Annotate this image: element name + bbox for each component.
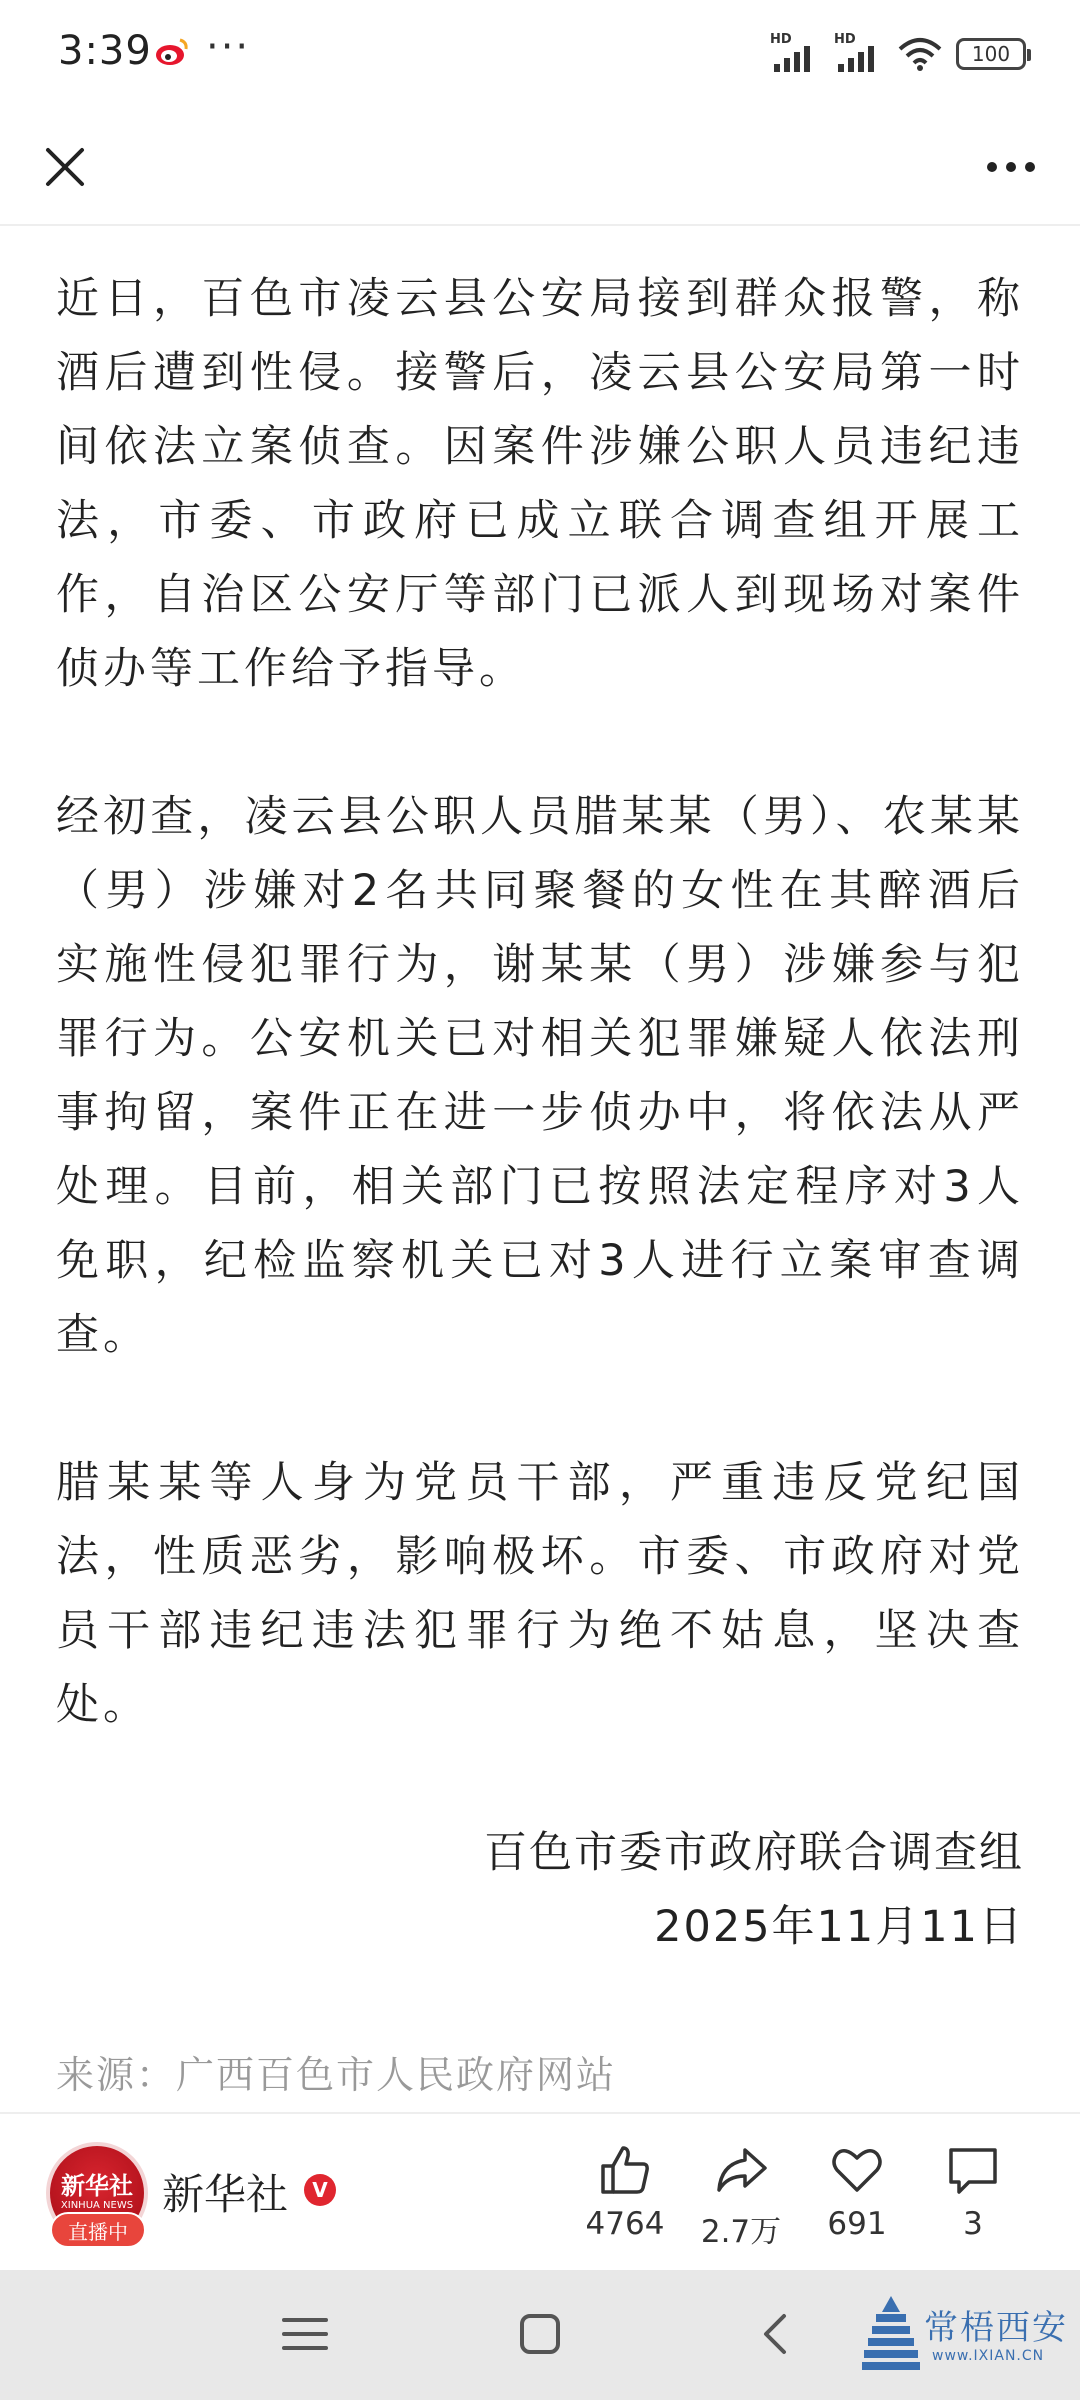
action-bar <box>0 2112 1080 2270</box>
watermark <box>862 2290 1072 2380</box>
share-count: 2.7万 <box>700 2214 782 2250</box>
status-time: 3:39 <box>58 28 152 74</box>
favorite-count: 691 <box>827 2206 887 2242</box>
comment-count: 3 <box>963 2206 983 2242</box>
signal-icon: HD <box>770 32 820 76</box>
verified-icon: V <box>304 2174 336 2206</box>
battery-icon: 100 <box>956 38 1026 70</box>
like-button[interactable] <box>570 2142 680 2242</box>
signal-icon-2: HD <box>834 32 884 76</box>
favorite-button[interactable] <box>802 2142 912 2242</box>
article-paragraph: 腊某某等人身为党员干部，严重违反党纪国法，性质恶劣，影响极坏。市委、市政府对党员干部违纪违法犯罪行为绝不姑息，坚决查处。 <box>56 1458 1024 1730</box>
like-count: 4764 <box>585 2206 665 2242</box>
thumbs-up-icon <box>597 2142 653 2198</box>
comment-button[interactable] <box>918 2142 1028 2242</box>
wifi-icon <box>898 37 942 71</box>
menu-icon[interactable] <box>280 2314 330 2354</box>
pagoda-logo-icon <box>862 2294 920 2374</box>
watermark-text: 常梧西安 <box>924 2308 1068 2348</box>
article-paragraph: 近日，百色市凌云县公安局接到群众报警，称酒后遭到性侵。接警后，凌云县公安局第一时间依法立案侦查。因案件涉嫌公职人员违纪违法，市委、市政府已成立联合调查组开展工作，自治区公安厅等部门已派人到现场对案件侦办等工作给予指导。 <box>56 274 1024 694</box>
live-badge[interactable]: 直播中 <box>50 2212 146 2248</box>
article-paragraph: 经初查，凌云县公职人员腊某某（男）、农某某（男）涉嫌对2名共同聚餐的女性在其醉酒后实施性侵犯罪行为，谢某某（男）涉嫌参与犯罪行为。公安机关已对相关犯罪嫌疑人依法刑事拘留，案件正在进一步侦办中，将依法从严处理。目前，相关部门已按照法定程序对3人免职，纪检监察机关已对3人进行立案审查调查。 <box>56 792 1024 1360</box>
system-nav-bar <box>0 2270 1080 2400</box>
author-name[interactable]: 新华社 <box>162 2170 289 2219</box>
top-nav <box>0 108 1080 226</box>
share-button[interactable] <box>686 2142 796 2251</box>
article-source: 来源：广西百色市人民政府网站 <box>56 2053 617 2097</box>
comment-icon <box>945 2142 1001 2198</box>
home-icon[interactable] <box>516 2310 564 2358</box>
status-bar <box>0 0 1080 108</box>
heart-icon <box>829 2142 885 2198</box>
share-icon <box>713 2142 769 2198</box>
close-icon[interactable] <box>30 132 100 202</box>
back-icon[interactable] <box>752 2310 800 2358</box>
status-more-icon: ··· <box>206 24 251 70</box>
signature-org: 百色市委市政府联合调查组 <box>484 1828 1024 1878</box>
more-options-icon[interactable] <box>976 132 1046 202</box>
avatar-logo-sub: XINHUA NEWS <box>60 2200 134 2211</box>
signature-date: 2025年11月11日 <box>654 1902 1024 1952</box>
weibo-icon <box>154 34 190 70</box>
article-body <box>56 262 1024 1964</box>
avatar-logo-text: 新华社 <box>61 2171 133 2200</box>
watermark-url: www.IXIAN.CN <box>932 2348 1045 2364</box>
